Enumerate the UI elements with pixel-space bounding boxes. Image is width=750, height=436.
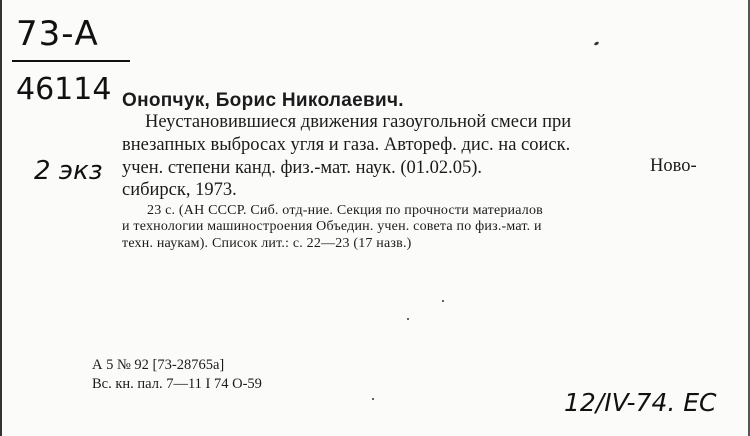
date-note: 12/IV-74. ЕС [564,388,717,417]
ink-speck [407,318,409,320]
copies-note: 2 экз [34,156,103,186]
title-line-4: сибирск, 1973. [122,180,237,200]
title-line-2: внезапных выбросах угля и газа. Автореф. дис. на соиск. [122,135,571,155]
catalog-line-2: Вс. кн. пал. 7—11 I 74 О-59 [92,376,262,392]
shelf-mark: 73-А [16,14,99,54]
description-line-3: техн. наукам). Список лит.: с. 22—23 (17 назв.) [122,236,412,251]
ink-speck [594,41,600,46]
title-line-3: учен. степени канд. физ.-мат. наук. (01.02.05). [122,158,483,178]
inventory-number: 46114 [16,72,112,107]
title-line-3-end: Ново- [650,156,697,176]
shelf-mark-underline [12,60,130,62]
author-heading: Онопчук, Борис Николаевич. [122,90,404,111]
description-line-2: и технологии машиностроения Объедин. учен. совета по физ.-мат. и [122,219,542,234]
title-line-1: Неустановившиеся движения газоугольной смеси при [145,112,572,132]
ink-speck [372,398,374,400]
description-line-1: 23 с. (АН СССР. Сиб. отд-ние. Секция по прочности материалов [147,203,543,218]
catalog-line-1: А 5 № 92 [73-28765а] [92,357,225,373]
ink-speck [442,300,444,302]
